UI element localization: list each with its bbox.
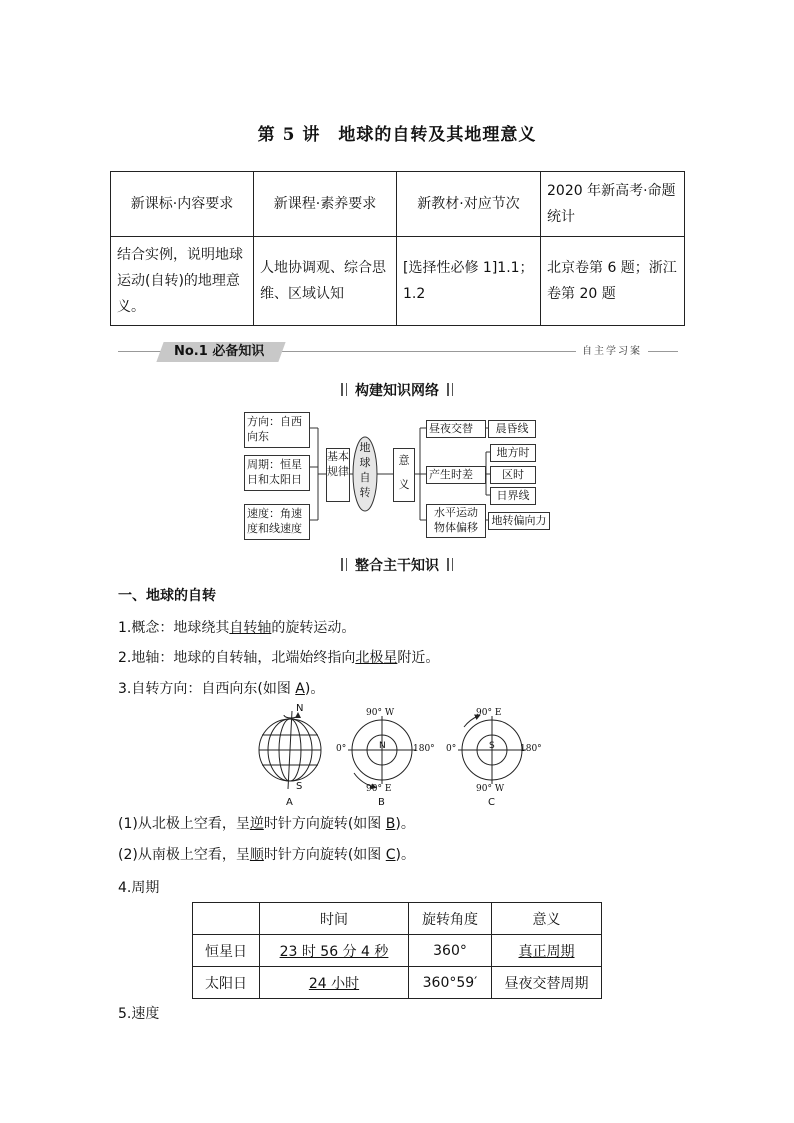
label-b-right: 180°	[413, 744, 435, 754]
figure-label-b: B	[378, 797, 385, 808]
subhead-integrate: 整合主干知识	[0, 555, 794, 575]
mindmap-node: 日界线	[490, 487, 536, 505]
rotation-figure	[250, 705, 550, 810]
mindmap-node: 昼夜交替	[426, 420, 486, 438]
mindmap-node: 方向：自西向东	[244, 412, 310, 448]
mindmap-node: 晨昏线	[488, 420, 536, 438]
figure-label-a: A	[286, 797, 293, 808]
table-header: 意义	[492, 903, 602, 935]
mindmap-node: 水平运动物体偏移	[426, 504, 486, 538]
heading-rotation: 一、地球的自转	[118, 588, 216, 604]
label-a-s: S	[296, 781, 303, 792]
section-right-label: 自主学习案	[576, 344, 648, 360]
paragraph-direction: 3.自转方向：自西向东(如图 A)。	[118, 681, 325, 697]
table-cell: 人地协调观、综合思维、区域认知	[254, 237, 397, 326]
label-b-left: 0°	[336, 744, 347, 754]
paragraph-concept: 1.概念：地球绕其自转轴的旋转运动。	[118, 620, 356, 636]
paragraph-north-view: (1)从北极上空看，呈逆时针方向旋转(如图 B)。	[118, 816, 415, 832]
subhead-network: 构建知识网络	[0, 380, 794, 400]
mindmap-center: 地球自转	[359, 441, 371, 499]
page-title: 第 5 讲 地球的自转及其地理意义	[257, 125, 537, 145]
table-cell: 360°59′	[409, 967, 492, 999]
heading-period: 4.周期	[118, 880, 160, 896]
mindmap-node: 基本规律	[326, 448, 350, 502]
table-cell: [选择性必修 1]1.1；1.2	[397, 237, 541, 326]
label-b-bottom: 90° E	[366, 784, 392, 794]
paragraph-axis: 2.地轴：地球的自转轴，北端始终指向北极星附近。	[118, 650, 440, 666]
label-c-left: 0°	[446, 744, 457, 754]
label-b-center: N	[379, 741, 386, 751]
table-cell: 恒星日	[193, 935, 260, 967]
table-header: 时间	[260, 903, 409, 935]
table-cell: 24 小时	[260, 967, 409, 999]
label-c-center: S	[489, 741, 495, 751]
table-header: 2020 年新高考·命题统计	[541, 172, 685, 237]
mindmap-node: 意义	[393, 448, 415, 502]
table-cell: 23 时 56 分 4 秒	[260, 935, 409, 967]
mindmap-node: 速度：角速度和线速度	[244, 504, 310, 540]
paragraph-south-view: (2)从南极上空看，呈顺时针方向旋转(如图 C)。	[118, 847, 416, 863]
mindmap-node: 周期：恒星日和太阳日	[244, 455, 310, 491]
mindmap-node: 地方时	[490, 444, 536, 462]
label-c-right: 180°	[520, 744, 542, 754]
label-b-top: 90° W	[366, 708, 395, 718]
mindmap-node: 区时	[490, 466, 536, 484]
table-header: 新课标·内容要求	[111, 172, 254, 237]
table-cell: 结合实例，说明地球运动(自转)的地理意义。	[111, 237, 254, 326]
table-cell: 360°	[409, 935, 492, 967]
section-tag: No.1 必备知识	[156, 342, 286, 362]
label-c-bottom: 90° W	[476, 784, 505, 794]
period-table	[192, 902, 602, 999]
label-a-n: N	[296, 703, 304, 714]
table-header	[193, 903, 260, 935]
table-cell: 北京卷第 6 题；浙江卷第 20 题	[541, 237, 685, 326]
table-cell: 太阳日	[193, 967, 260, 999]
table-header: 旋转角度	[409, 903, 492, 935]
label-c-top: 90° E	[476, 708, 502, 718]
table-cell: 真正周期	[492, 935, 602, 967]
table-header: 新课程·素养要求	[254, 172, 397, 237]
table-cell: 昼夜交替周期	[492, 967, 602, 999]
figure-label-c: C	[488, 797, 495, 808]
table-header: 新教材·对应节次	[397, 172, 541, 237]
mindmap-node: 产生时差	[426, 466, 486, 484]
mindmap-node: 地转偏向力	[488, 512, 550, 530]
heading-speed: 5.速度	[118, 1006, 160, 1022]
